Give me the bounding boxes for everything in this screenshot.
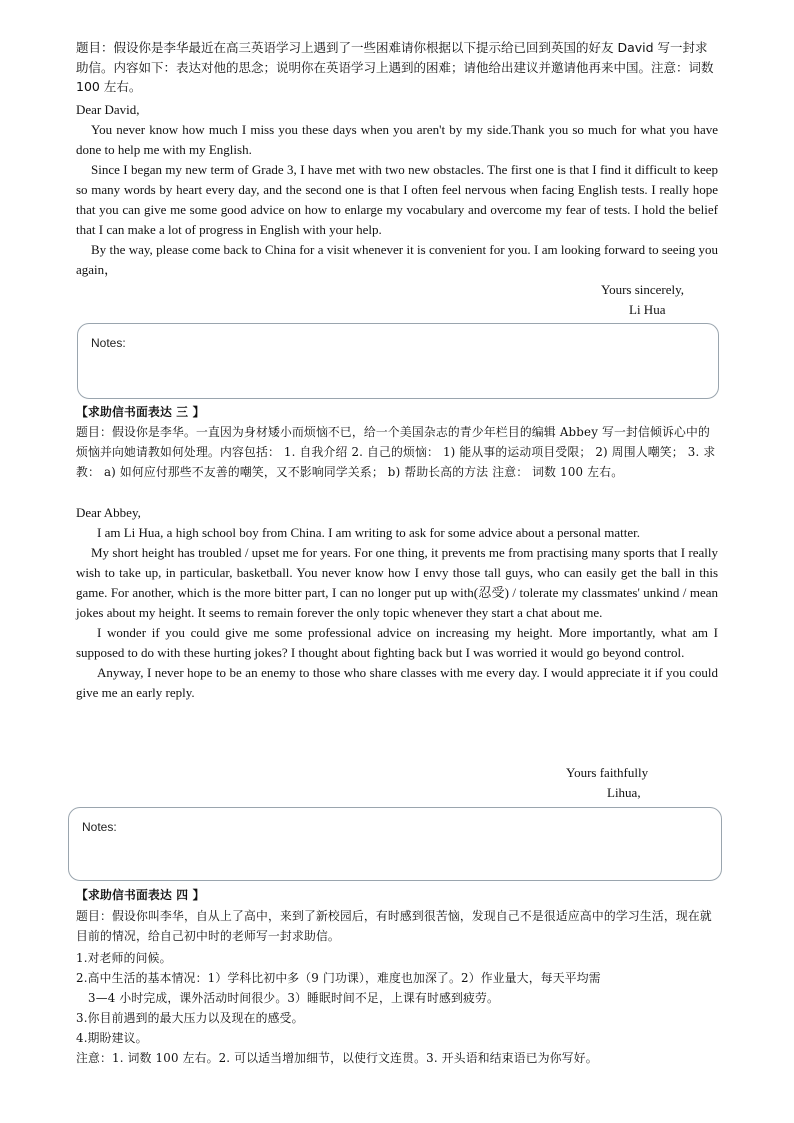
list-item: 1.对老师的问候。 [76, 951, 172, 965]
signature-1: Li Hua [629, 302, 666, 317]
section-heading: 【求助信书面表达 四 】 [76, 888, 205, 902]
paragraph: By the way, please come back to China for a visit whenever it is convenient for you. I am looking forward to seeing you again， [76, 242, 718, 277]
salutation-1: Dear David, [76, 102, 140, 117]
letter-1-body [76, 120, 718, 280]
paragraph: My short height has troubled / upset me for years. For one thing, it prevents me from practising many sports that I really wish to take up, in particular, basketball. You never know how I envy those tall guys, who can easily get the ball in this game. For another, which is the more bitter part, I can no longer put up with(忍受) / tolerate my classmates' unkind / mean jokes about my height. It seems to remain forever the only topic whenever they start a chat about me. [76, 545, 718, 620]
notes-box[interactable] [68, 807, 722, 881]
letter-2-body [76, 523, 718, 703]
paragraph: You never know how much I miss you these days when you aren't by my side.Thank you so much for what you have done to help me with my English. [76, 122, 718, 157]
signature-2: Lihua, [607, 785, 641, 800]
closing-1: Yours sincerely, [601, 282, 685, 297]
prompt-1: 题目：假设你是李华最近在高三英语学习上遇到了一些困难请你根据以下提示给已回到英国的好友 David 写一封求助信。内容如下：表达对他的思念；说明你在英语学习上遇到的困难；请他给出建议并邀请他再来中国。注意：词数 100 左右。 [76, 40, 714, 94]
list-item: 2.高中生活的基本情况：1）学科比初中多（9 门功课），难度也加深了。2）作业量大，每天平均需 [76, 971, 601, 985]
note: 注意：1. 词数 100 左右。2. 可以适当增加细节，以使行文连贯。3. 开头语和结束语已为你写好。 [76, 1051, 598, 1065]
salutation-2: Dear Abbey, [76, 505, 141, 520]
list-item: 3.你目前遇到的最大压力以及现在的感受。 [76, 1011, 304, 1025]
section-heading: 【求助信书面表达 三 】 [76, 405, 205, 419]
requirements-list [76, 948, 718, 1068]
prompt-2: 题目：假设你是李华。一直因为身材矮小而烦恼不已，给一个美国杂志的青少年栏目的编辑 Abbey 写一封信倾诉心中的烦恼并向她请教如何处理。内容包括： 1. 自我介绍 2. 自己的烦恼： 1) 能从事的运动项目受限； 2) 周围人嘲笑； 3. 求教： a) 如何应付那些不友善的嘲笑，又不影响同学关系； b) 帮助长高的方法 注意： 词数 100 左右。 [76, 425, 716, 479]
paragraph: I am Li Hua, a high school boy from China. I am writing to ask for some advice about a personal matter. [97, 525, 640, 540]
prompt-3: 题目：假设你叫李华，自从上了高中，来到了新校园后，有时感到很苦恼，发现自己不是很适应高中的学习生活，现在就目前的情况，给自己初中时的老师写一封求助信。 [76, 909, 712, 943]
list-item: 3—4 小时完成，课外活动时间很少。3）睡眠时间不足，上课有时感到疲劳。 [88, 991, 499, 1005]
paragraph: I wonder if you could give me some professional advice on increasing my height. More importantly, what am I supposed to do with these hurting jokes? I thought about fighting back but I was worried it would go beyond control. [76, 625, 718, 660]
notes-box[interactable] [77, 323, 719, 399]
notes-label: Notes: [82, 820, 117, 834]
paragraph: Anyway, I never hope to be an enemy to those who share classes with me every day. I would appreciate it if you could give me an early reply. [76, 665, 718, 700]
notes-label: Notes: [91, 336, 126, 350]
paragraph: Since I began my new term of Grade 3, I have met with two new obstacles. The first one is that I find it difficult to keep so many words by heart every day, and the second one is that I often feel nervous when facing English tests. I really hope that you can give me some good advice on how to enlarge my vocabulary and overcome my fear of tests. I hold the belief that I can make a lot of progress in English with your help. [76, 162, 718, 237]
list-item: 4.期盼建议。 [76, 1031, 148, 1045]
closing-2: Yours faithfully [566, 765, 649, 780]
